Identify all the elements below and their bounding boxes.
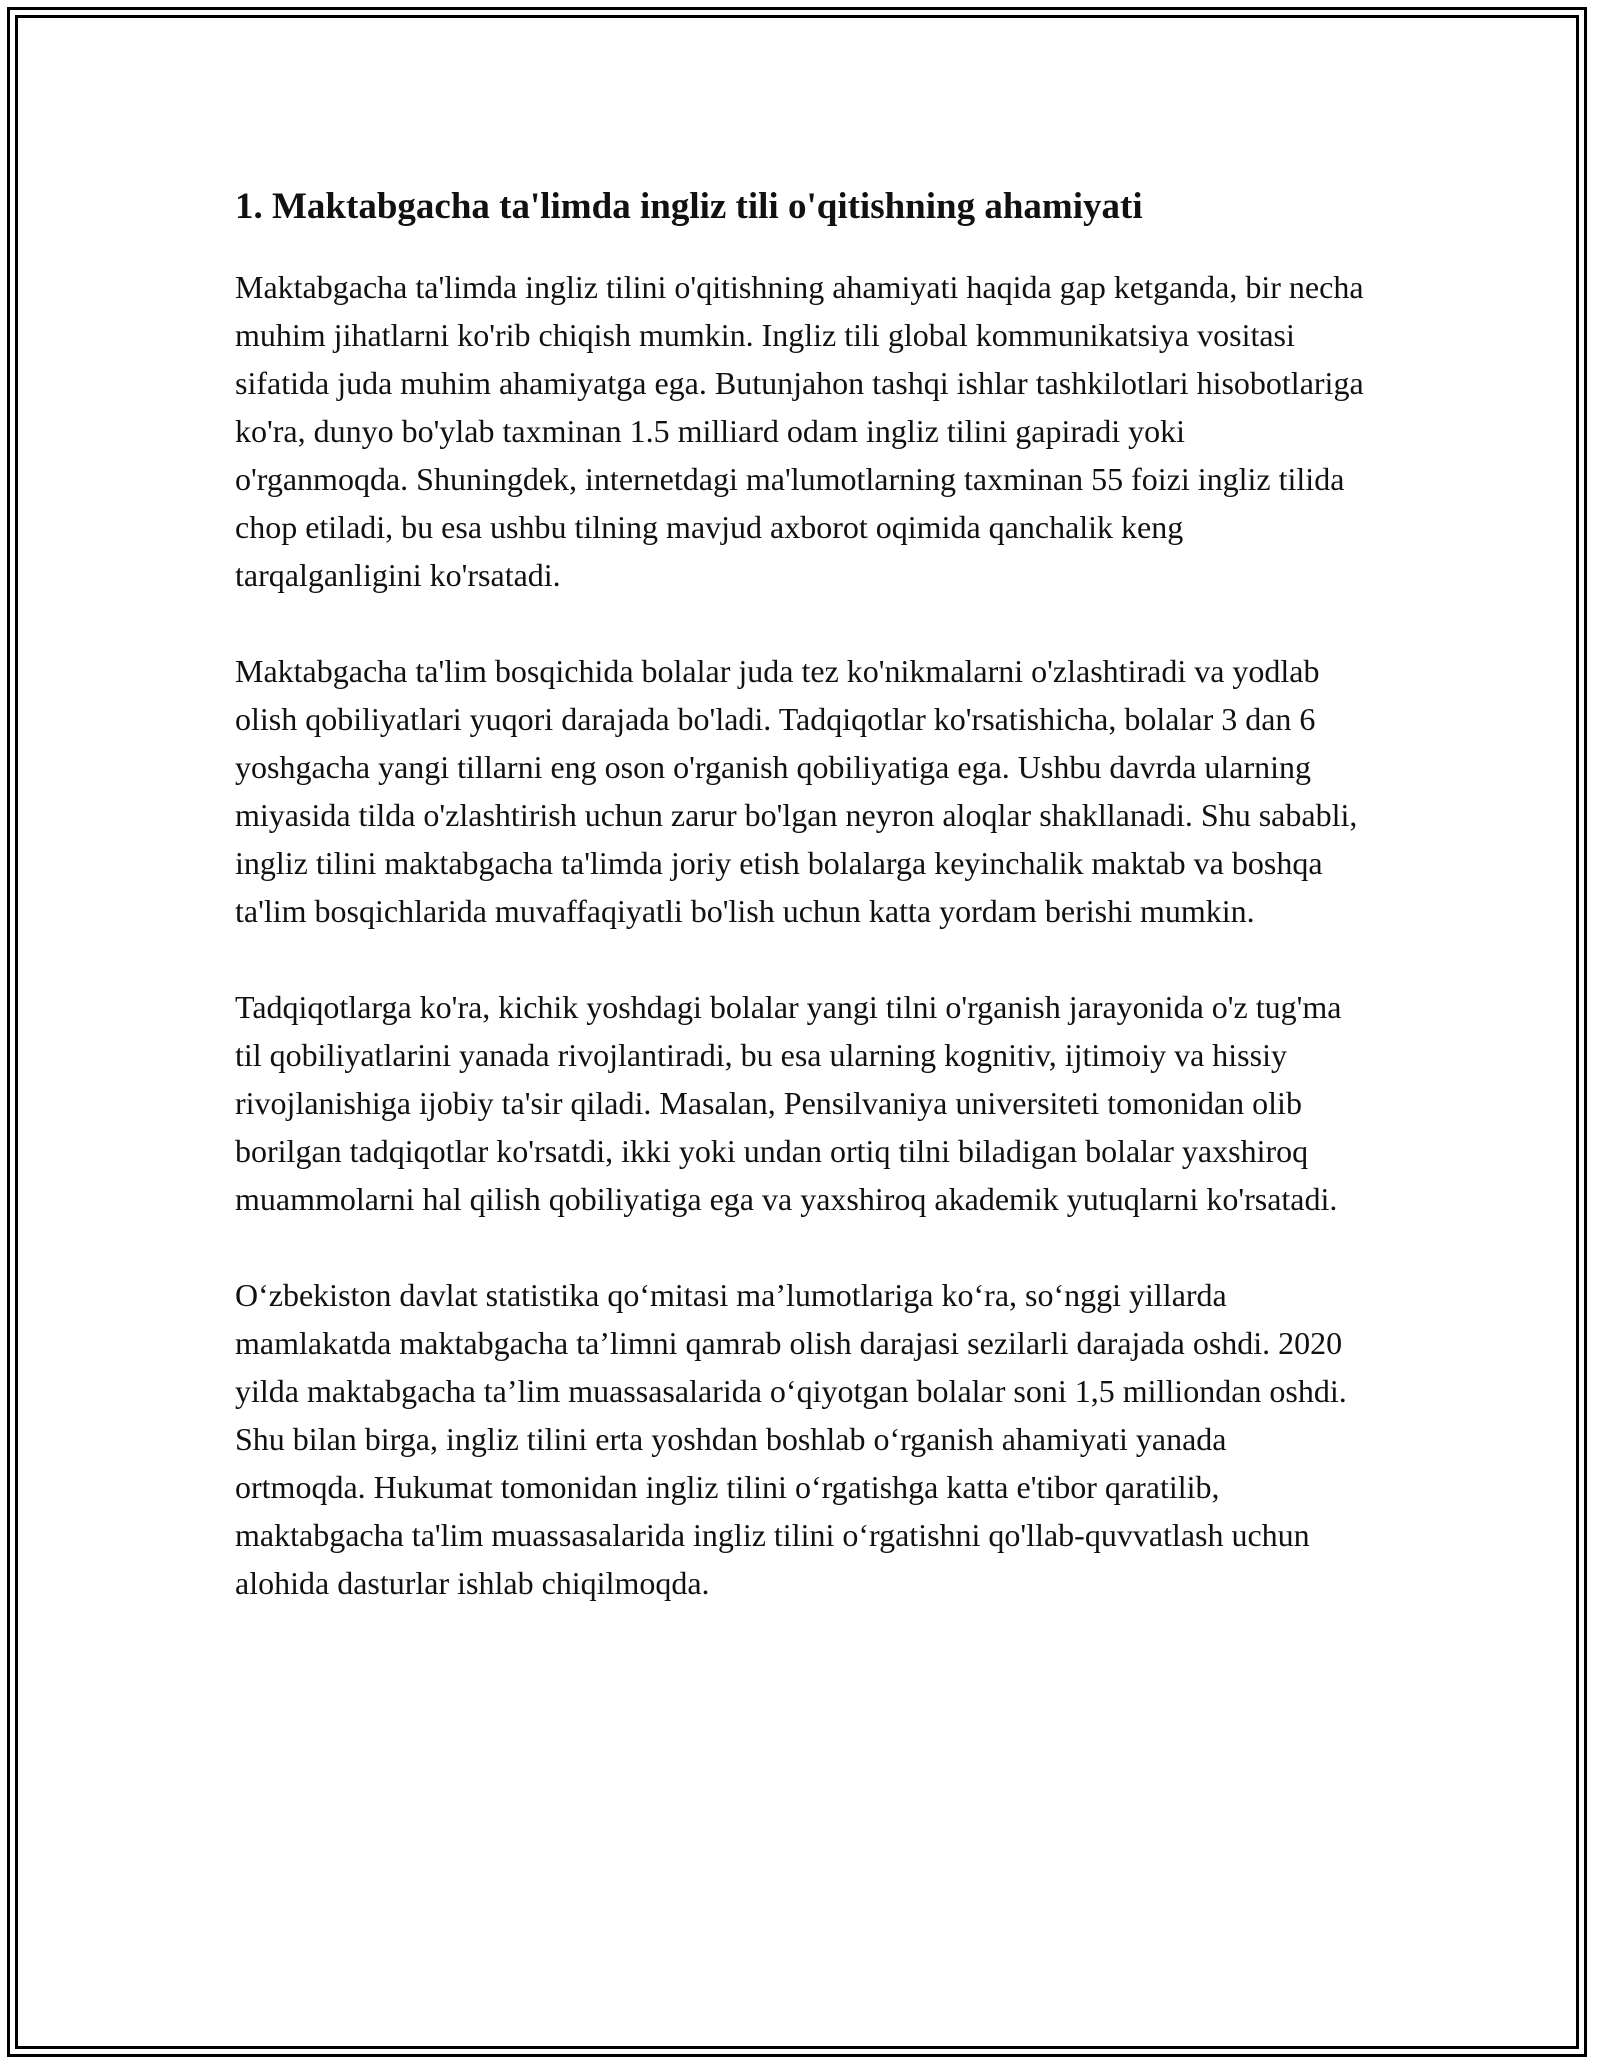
section-heading: 1. Maktabgacha ta'limda ingliz tili o'qitishning ahamiyati — [235, 186, 1143, 227]
paragraph-3: Tadqiqotlarga ko'ra, kichik yoshdagi bolalar yangi tilni o'rganish jarayonida o'z tug'ma til qobiliyatlarini yanada rivojlantiradi, bu esa ularning kognitiv, ijtimoiy va hissiy rivojlanishiga ijobiy ta'sir qiladi. Masalan, Pensilvaniya universiteti tomonidan olib borilgan tadqiqotlar ko'rsatdi, ikki yoki undan ortiq tilni biladigan bolalar yaxshiroq muammolarni hal qilish qobiliyatiga ega va yaxshiroq akademik yutuqlarni ko'rsatadi. — [235, 989, 1342, 1217]
paragraph-1: Maktabgacha ta'limda ingliz tilini o'qitishning ahamiyati haqida gap ketganda, bir necha muhim jihatlarni ko'rib chiqish mumkin. Ingliz tili global kommunikatsiya vositasi sifatida juda muhim ahamiyatga ega. Butunjahon tashqi ishlar tashkilotlari hisobotlariga ko'ra, dunyo bo'ylab taxminan 1.5 milliard odam ingliz tilini gapiradi yoki o'rganmoqda. Shuningdek, internetdagi ma'lumotlarning taxminan 55 foizi ingliz tilida chop etiladi, bu esa ushbu tilning mavjud axborot oqimida qanchalik keng tarqalganligini ko'rsatadi. — [235, 269, 1364, 593]
paragraph-4: O‘zbekiston davlat statistika qo‘mitasi ma’lumotlariga ko‘ra, so‘nggi yillarda mamlakatda maktabgacha ta’limni qamrab olish darajasi sezilarli darajada oshdi. 2020 yilda maktabgacha ta’lim muassasalarida o‘qiyotgan bolalar soni 1,5 milliondan oshdi. Shu bilan birga, ingliz tilini erta yoshdan boshlab o‘rganish ahamiyati yanada ortmoqda. Hukumat tomonidan ingliz tilini o‘rgatishga katta e'tibor qaratilib, maktabgacha ta'lim muassasalarida ingliz tilini o‘rgatishni qo'llab-quvvatlash uchun alohida dasturlar ishlab chiqilmoqda. — [235, 1277, 1347, 1601]
document-body — [235, 185, 1365, 1655]
paragraph-2: Maktabgacha ta'lim bosqichida bolalar juda tez ko'nikmalarni o'zlashtiradi va yodlab olish qobiliyatlari yuqori darajada bo'ladi. Tadqiqotlar ko'rsatishicha, bolalar 3 dan 6 yoshgacha yangi tillarni eng oson o'rganish qobiliyatiga ega. Ushbu davrda ularning miyasida tilda o'zlashtirish uchun zarur bo'lgan neyron aloqlar shakllanadi. Shu sababli, ingliz tilini maktabgacha ta'limda joriy etish bolalarga keyinchalik maktab va boshqa ta'lim bosqichlarida muvaffaqiyatli bo'lish uchun katta yordam berishi mumkin. — [235, 653, 1358, 929]
